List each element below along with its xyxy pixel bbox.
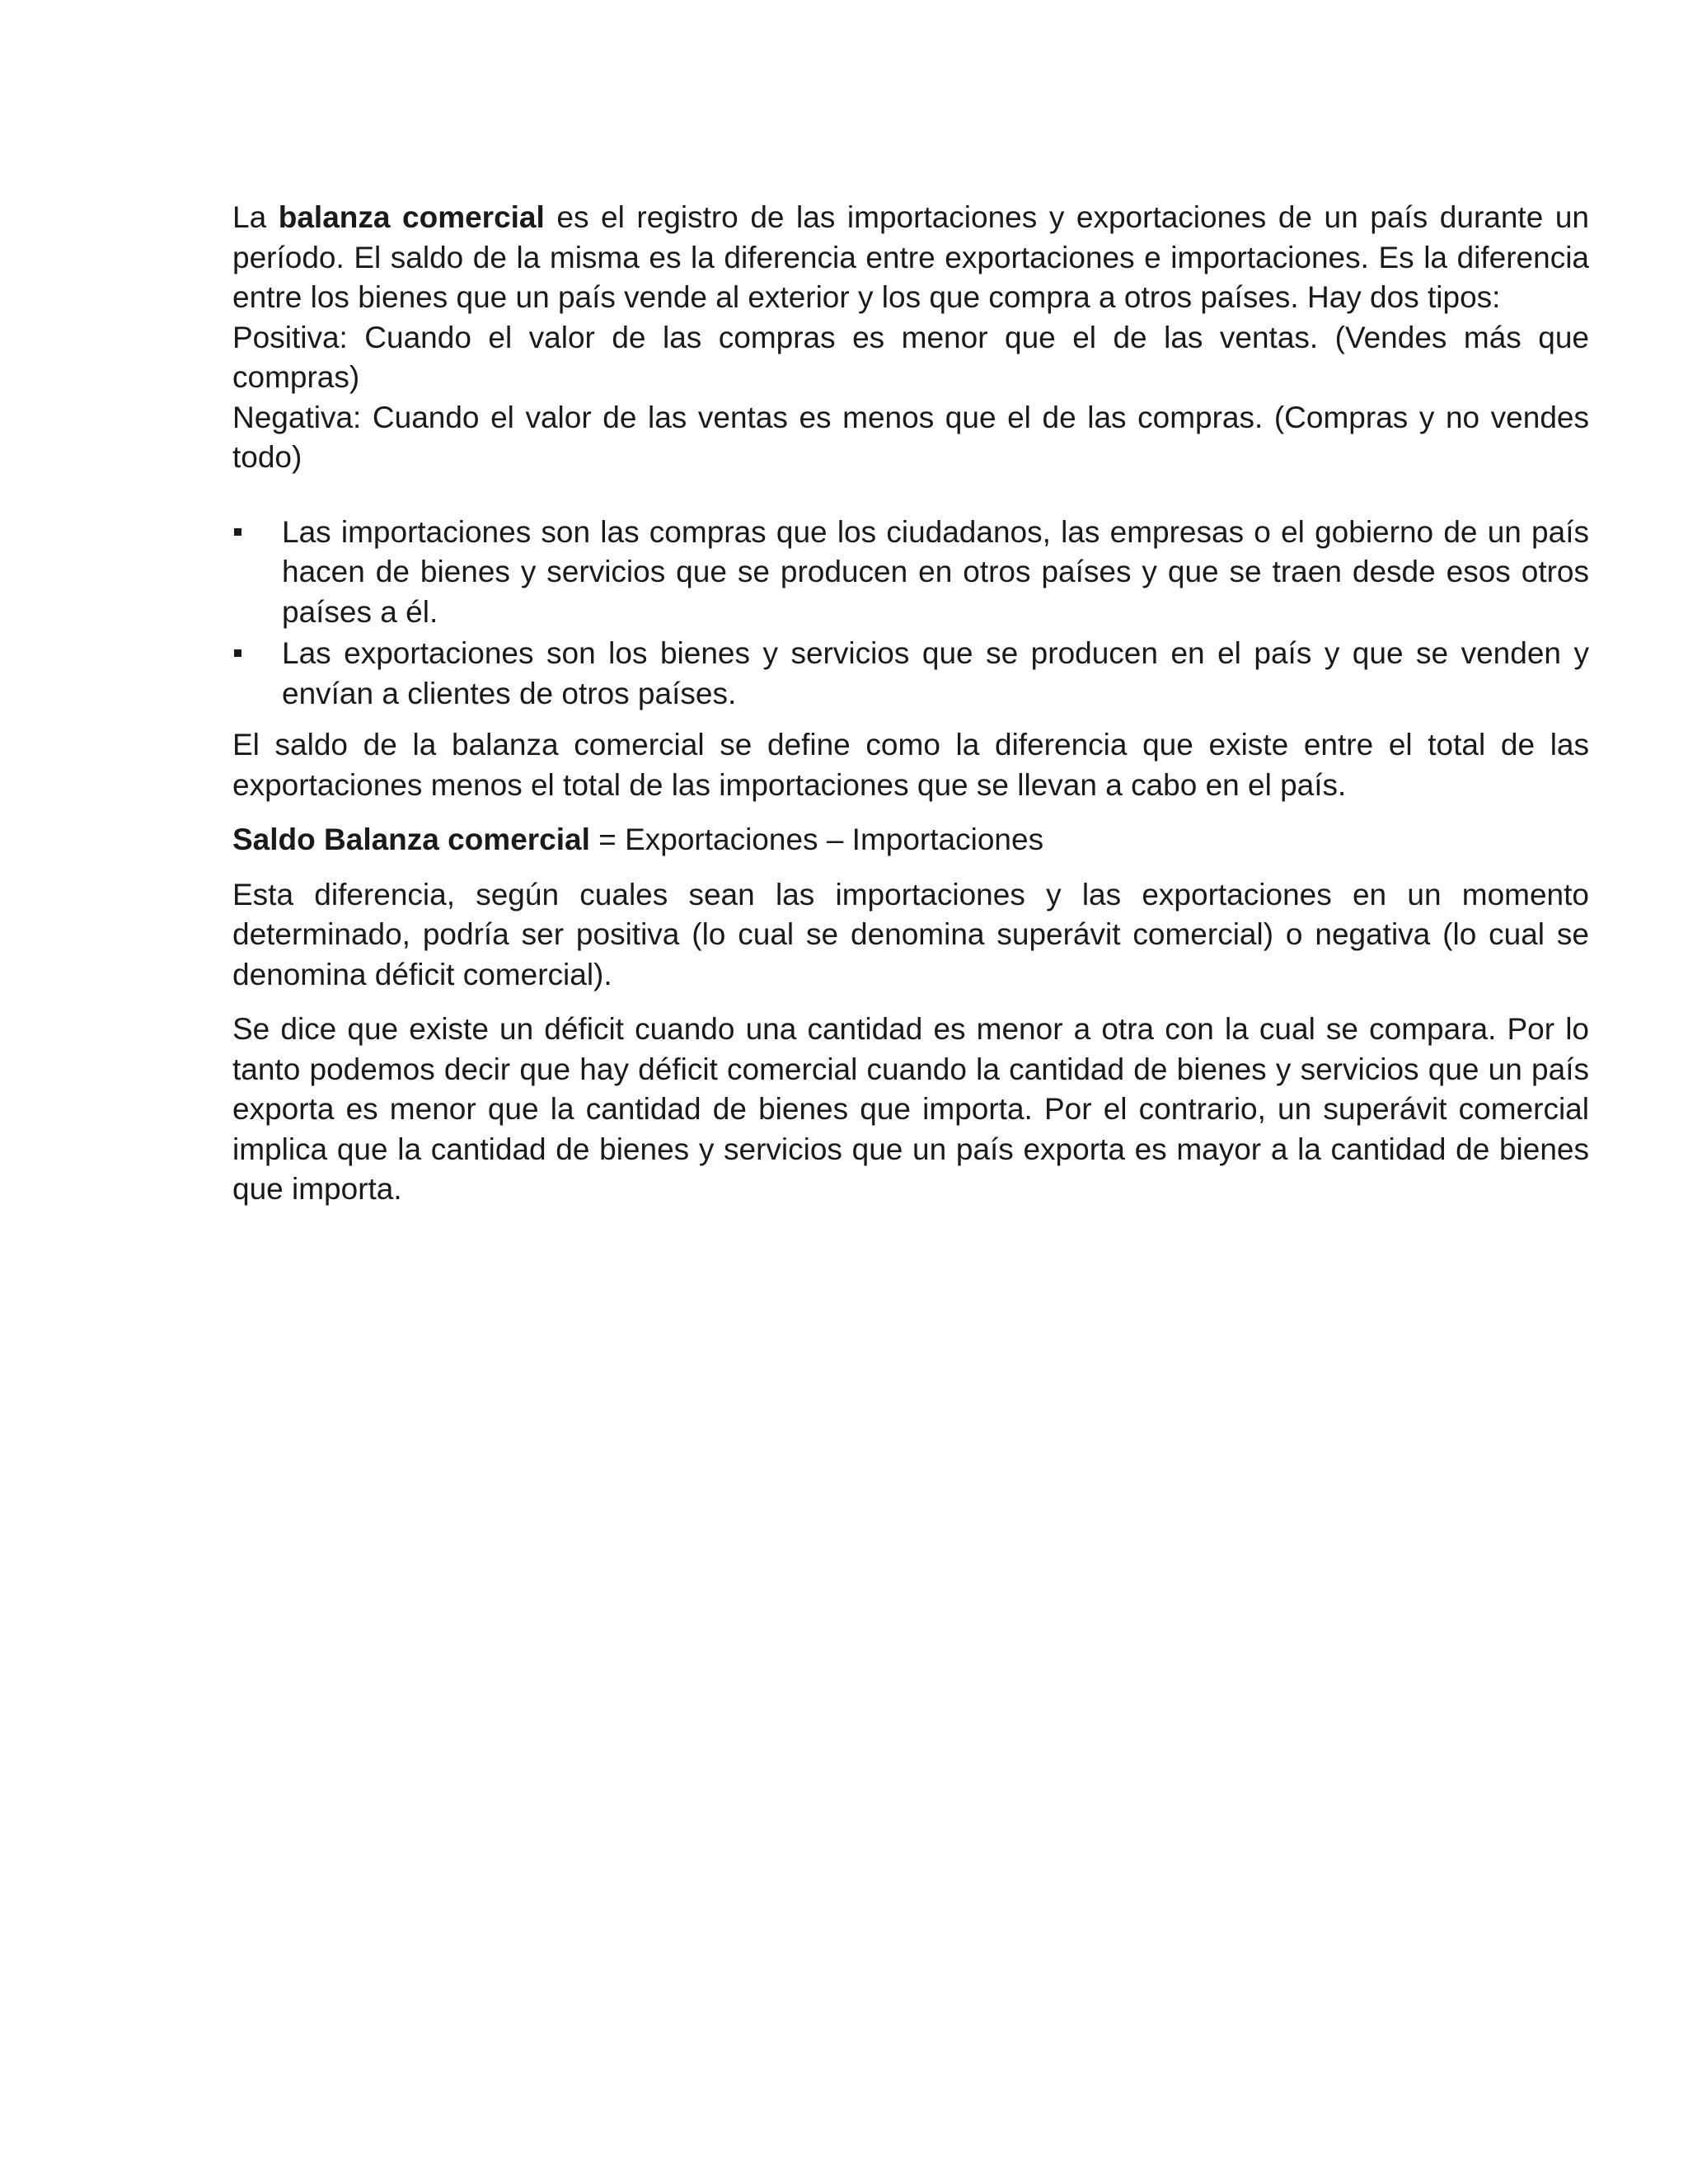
difference-paragraph: Esta diferencia, según cuales sean las importaciones y las exportaciones en un momento determinado, podría ser positiva (lo cual se denomina superávit comercial) o negativa (lo cual se denomina déficit comercial). [232, 877, 1589, 991]
bullet-list [232, 513, 1589, 715]
list-item [232, 634, 1589, 714]
intro-lead-text: La [232, 200, 279, 234]
square-bullet-icon [234, 528, 241, 536]
balanza-comercial-term: balanza comercial [278, 200, 545, 234]
document-body [232, 198, 1589, 1210]
negative-type-line: Negativa: Cuando el valor de las ventas es menos que el de las compras. (Compras y no vendes todo) [232, 400, 1589, 474]
intro-definition-line [232, 198, 1589, 318]
square-bullet-icon [234, 649, 241, 657]
intro-rest-text: es el registro de las importaciones y exportaciones de un país durante un período. El saldo de la misma es la diferencia entre exportaciones e importaciones. Es la diferencia entre los bienes que un país vende al exterior y los que compra a otros países. Hay dos tipos: [232, 200, 1589, 314]
formula-paragraph [232, 820, 1589, 860]
deficit-paragraph: Se dice que existe un déficit cuando una cantidad es menor a otra con la cual se compara. Por lo tanto podemos decir que hay déficit comercial cuando la cantidad de bienes y servicios que un país exporta es menor que la cantidad de bienes que importa. Por el contrario, un superávit comercial implica que la cantidad de bienes y servicios que un país exporta es mayor a la cantidad de bienes que importa. [232, 1012, 1589, 1206]
list-item [232, 513, 1589, 633]
importaciones-bullet-text: Las importaciones son las compras que los ciudadanos, las empresas o el gobierno de un país hacen de bienes y servicios que se producen en otros países y que se traen desde esos otros países a él. [282, 514, 1589, 629]
exportaciones-bullet-text: Las exportaciones son los bienes y servicios que se producen en el país y que se venden y envían a clientes de otros países. [282, 636, 1589, 710]
formula-expression: = Exportaciones – Importaciones [589, 823, 1044, 856]
positive-type-line: Positiva: Cuando el valor de las compras es menor que el de las ventas. (Vendes más que compras) [232, 320, 1589, 394]
formula-label: Saldo Balanza comercial [232, 823, 590, 856]
saldo-definition-paragraph: El saldo de la balanza comercial se define como la diferencia que existe entre el total de las exportaciones menos el total de las importaciones que se llevan a cabo en el país. [232, 728, 1589, 802]
intro-paragraph [232, 198, 1589, 478]
